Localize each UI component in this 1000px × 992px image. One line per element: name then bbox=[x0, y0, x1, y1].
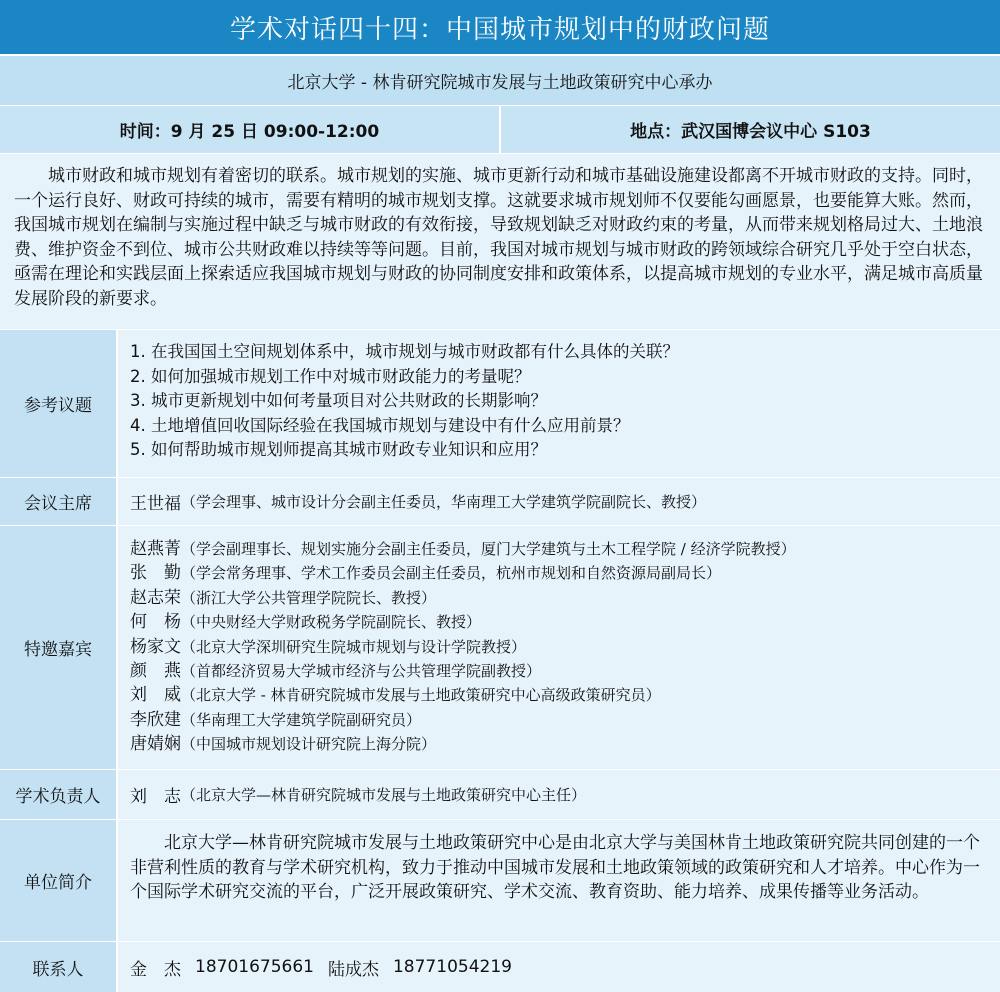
guest-item bbox=[130, 561, 1000, 585]
topics-list bbox=[118, 330, 1000, 477]
guest-affiliation: （华南理工大学建筑学院副研究员） bbox=[181, 710, 422, 729]
topics-row bbox=[0, 330, 1000, 478]
guest-affiliation: （北京大学深圳研究生院城市规划与设计学院教授） bbox=[181, 637, 527, 656]
guest-item bbox=[130, 537, 1000, 561]
unit-description: 北京大学—林肯研究院城市发展与土地政策研究中心是由北京大学与美国林肯土地政策研究院共同创建的一个非营利性质的教育与学术研究机构，致力于推动中国城市发展和土地政策领域的政策研究和人才培养。中心作为一个国际学术研究交流的平台，广泛开展政策研究、学术交流、教育资助、能力培养、成果传播等业务活动。 bbox=[118, 820, 1000, 941]
guest-name: 张 勤 bbox=[130, 563, 181, 584]
guest-affiliation: （学会常务理事、学术工作委员会副主任委员，杭州市规划和自然资源局副局长） bbox=[181, 564, 722, 583]
guest-name: 何 杨 bbox=[130, 612, 181, 633]
chair-affiliation: （学会理事、城市设计分会副主任委员，华南理工大学建筑学院副院长、教授） bbox=[181, 493, 707, 511]
time-place-row bbox=[0, 106, 1000, 154]
guest-item bbox=[130, 610, 1000, 634]
topic-item: 5. 如何帮助城市规划师提高其城市财政专业知识和应用？ bbox=[130, 440, 547, 459]
guest-item bbox=[130, 683, 1000, 707]
guest-name: 赵燕菁 bbox=[130, 539, 181, 559]
topic-item: 3. 城市更新规划中如何考量项目对公共财政的长期影响？ bbox=[130, 391, 547, 410]
guest-name: 颜 燕 bbox=[130, 661, 181, 682]
lead-name: 刘 志 bbox=[130, 787, 181, 807]
page-title: 学术对话四十四：中国城市规划中的财政问题 bbox=[0, 0, 1000, 54]
chair-label: 会议主席 bbox=[0, 478, 118, 525]
contact-label: 联系人 bbox=[0, 942, 118, 992]
guest-name: 李欣建 bbox=[130, 709, 181, 730]
chair-row bbox=[0, 478, 1000, 526]
chair-entry bbox=[118, 478, 1000, 525]
intro-paragraph: 城市财政和城市规划有着密切的联系。城市规划的实施、城市更新行动和城市基础设施建设都离不开城市财政的支持。同时，一个运行良好、财政可持续的城市，需要有精明的城市规划支撑。这就要求城市规划师不仅要能勾画愿景，也要能算大账。然而，我国城市规划在编制与实施过程中缺乏与城市财政的有效衔接，导致规划缺乏对财政约束的考量，从而带来规划格局过大、土地浪费、维护资金不到位、城市公共财政难以持续等等问题。目前，我国对城市规划与城市财政的跨领域综合研究几乎处于空白状态，亟需在理论和实践层面上探索适应我国城市规划与财政的协同制度安排和政策体系，以提高城市规划的专业水平，满足城市高质量发展阶段的新要求。 bbox=[0, 154, 1000, 330]
guests-list bbox=[118, 526, 1000, 769]
guest-item bbox=[130, 586, 1000, 610]
topic-item: 2. 如何加强城市规划工作中对城市财政能力的考量呢？ bbox=[130, 366, 531, 386]
contact-person-2: 陆成杰 bbox=[327, 959, 379, 980]
guest-name: 唐婧娴 bbox=[130, 734, 181, 755]
guests-label: 特邀嘉宾 bbox=[0, 526, 118, 769]
guest-affiliation: （首都经济贸易大学城市经济与公共管理学院副教授） bbox=[181, 662, 542, 681]
contact-entry bbox=[118, 942, 1000, 992]
contact-row bbox=[0, 942, 1000, 992]
contact-phone-2: 18771054219 bbox=[392, 957, 512, 977]
topic-item: 4. 土地增值回收国际经验在我国城市规划与建设中有什么应用前景？ bbox=[130, 415, 630, 435]
event-time: 时间：9 月 25 日 09:00-12:00 bbox=[0, 106, 501, 153]
event-place: 地点：武汉国博会议中心 S103 bbox=[630, 122, 871, 142]
contact-phone-1: 18701675661 bbox=[195, 957, 314, 977]
guest-name: 赵志荣 bbox=[130, 587, 181, 608]
lead-label: 学术负责人 bbox=[0, 770, 118, 819]
topics-label: 参考议题 bbox=[0, 330, 118, 477]
guest-name: 杨家文 bbox=[130, 636, 181, 657]
guest-affiliation: （中国城市规划设计研究院上海分院） bbox=[181, 735, 437, 754]
guest-affiliation: （浙江大学公共管理学院院长、教授） bbox=[181, 588, 437, 607]
topic-item: 1. 在我国国土空间规划体系中，城市规划与城市财政都有什么具体的关联？ bbox=[130, 342, 679, 361]
unit-label: 单位简介 bbox=[0, 820, 118, 941]
guest-name: 刘 威 bbox=[130, 685, 181, 706]
organizer-line: 北京大学 - 林肯研究院城市发展与土地政策研究中心承办 bbox=[0, 54, 1000, 106]
guest-item bbox=[130, 659, 1000, 683]
lead-affiliation: （北京大学—林肯研究院城市发展与土地政策研究中心主任） bbox=[181, 786, 587, 804]
guest-item bbox=[130, 635, 1000, 659]
guest-item bbox=[130, 708, 1000, 732]
chair-name: 王世福 bbox=[130, 494, 181, 514]
unit-row bbox=[0, 820, 1000, 942]
contact-person-1: 金 杰 bbox=[130, 959, 181, 980]
lead-entry bbox=[118, 770, 1000, 819]
guest-affiliation: （学会副理事长、规划实施分会副主任委员，厦门大学建筑与土木工程学院 / 经济学院教授） bbox=[181, 540, 796, 558]
guests-row bbox=[0, 526, 1000, 770]
guest-affiliation: （北京大学 - 林肯研究院城市发展与土地政策研究中心高级政策研究员） bbox=[181, 686, 661, 705]
guest-affiliation: （中央财经大学财政税务学院副院长、教授） bbox=[181, 613, 482, 632]
lead-row bbox=[0, 770, 1000, 820]
guest-item bbox=[130, 732, 1000, 756]
